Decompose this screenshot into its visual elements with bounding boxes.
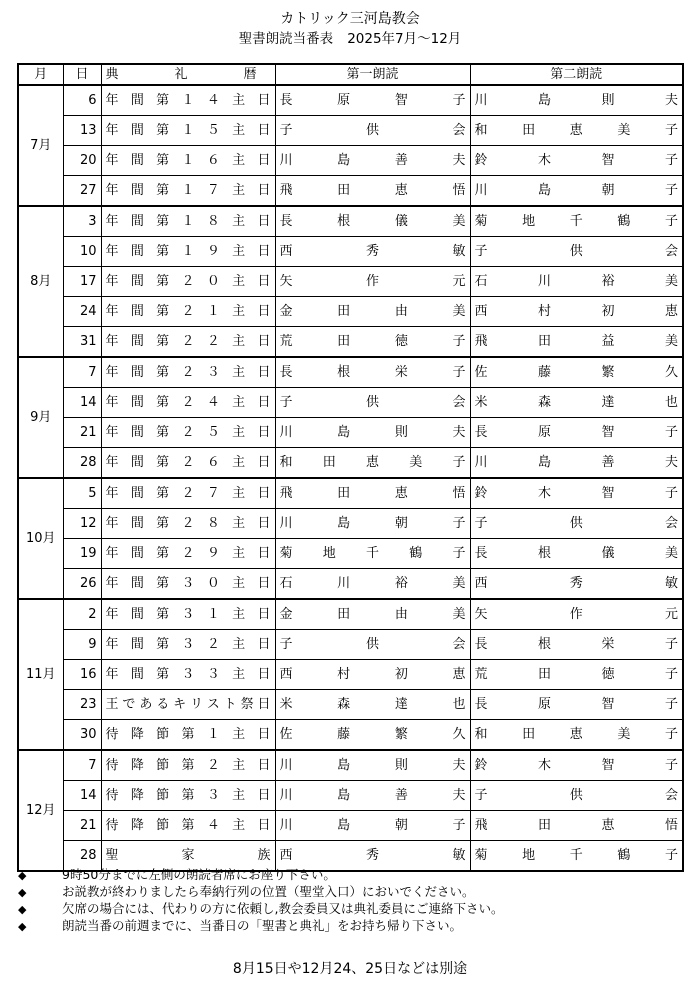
day-cell: 13 <box>63 116 101 146</box>
first-reader-cell: 石川裕美 <box>275 569 470 600</box>
day-cell: 2 <box>63 599 101 630</box>
rite-cell: 年間第１８主日 <box>101 206 275 237</box>
day-header: 日 <box>63 64 101 85</box>
day-cell: 3 <box>63 206 101 237</box>
second-reader-cell: 川島則夫 <box>470 85 683 116</box>
first-reader-cell: 長根儀美 <box>275 206 470 237</box>
table-row <box>18 448 683 479</box>
table-row <box>18 509 683 539</box>
day-cell: 31 <box>63 327 101 358</box>
second-reader-cell: 長原智子 <box>470 690 683 720</box>
second-reader-cell: 鈴木智子 <box>470 750 683 781</box>
table-row <box>18 660 683 690</box>
second-reader-cell: 佐藤繁久 <box>470 357 683 388</box>
table-row <box>18 85 683 116</box>
day-cell: 30 <box>63 720 101 751</box>
first-reader-cell: 長原智子 <box>275 85 470 116</box>
table-row <box>18 327 683 358</box>
day-cell: 7 <box>63 750 101 781</box>
month-cell: 7月 <box>18 85 63 206</box>
table-row <box>18 176 683 207</box>
table-row <box>18 267 683 297</box>
first-reader-cell: 西秀敏 <box>275 841 470 872</box>
day-cell: 14 <box>63 388 101 418</box>
table-row <box>18 206 683 237</box>
day-cell: 20 <box>63 146 101 176</box>
rite-cell: 年間第２８主日 <box>101 509 275 539</box>
note-item <box>18 866 678 883</box>
rite-cell: 年間第２９主日 <box>101 539 275 569</box>
day-cell: 6 <box>63 85 101 116</box>
day-cell: 9 <box>63 630 101 660</box>
table-row <box>18 297 683 327</box>
day-cell: 7 <box>63 357 101 388</box>
first-reader-cell: 米森達也 <box>275 690 470 720</box>
second-reader-cell: 西秀敏 <box>470 569 683 600</box>
first-reading-header: 第一朗読 <box>275 64 470 85</box>
first-reader-cell: 飛田恵悟 <box>275 478 470 509</box>
table-row <box>18 478 683 509</box>
day-cell: 21 <box>63 811 101 841</box>
first-reader-cell: 西村初恵 <box>275 660 470 690</box>
first-reader-cell: 川島則夫 <box>275 418 470 448</box>
first-reader-cell: 長根栄子 <box>275 357 470 388</box>
rite-cell: 年間第３２主日 <box>101 630 275 660</box>
second-reader-cell: 長原智子 <box>470 418 683 448</box>
rite-cell: 年間第１４主日 <box>101 85 275 116</box>
first-reader-cell: 川島朝子 <box>275 811 470 841</box>
rite-cell: 年間第３３主日 <box>101 660 275 690</box>
day-cell: 21 <box>63 418 101 448</box>
note-item <box>18 900 678 917</box>
rite-cell: 年間第２０主日 <box>101 267 275 297</box>
first-reader-cell: 菊地千鶴子 <box>275 539 470 569</box>
second-reader-cell: 荒田徳子 <box>470 660 683 690</box>
day-cell: 28 <box>63 841 101 872</box>
diamond-bullet-icon: ◆ <box>18 869 27 882</box>
table-row <box>18 418 683 448</box>
second-reader-cell: 和田恵美子 <box>470 720 683 751</box>
first-reader-cell: 金田由美 <box>275 297 470 327</box>
footer-note: 8月15日や12月24、25日などは別途 <box>232 961 468 977</box>
second-reader-cell: 子供会 <box>470 509 683 539</box>
page-title: カトリック三河島教会 <box>280 11 420 27</box>
table-row <box>18 237 683 267</box>
note-text: 9時50分までに左側の朗読者席にお座り下さい。 <box>62 867 336 882</box>
schedule-body <box>18 64 683 871</box>
second-reading-header: 第二朗読 <box>470 64 683 85</box>
rite-cell: 聖家族 <box>101 841 275 872</box>
day-cell: 5 <box>63 478 101 509</box>
table-row <box>18 357 683 388</box>
first-reader-cell: 子供会 <box>275 388 470 418</box>
day-cell: 14 <box>63 781 101 811</box>
day-cell: 10 <box>63 237 101 267</box>
second-reader-cell: 和田恵美子 <box>470 116 683 146</box>
rite-cell: 年間第２６主日 <box>101 448 275 479</box>
day-cell: 23 <box>63 690 101 720</box>
month-cell: 12月 <box>18 750 63 871</box>
note-text: お説教が終わりましたら奉納行列の位置（聖堂入口）においでください。 <box>62 884 475 899</box>
rite-cell: 王であるキリスト祭日 <box>101 690 275 720</box>
note-item <box>18 917 678 934</box>
month-header: 月 <box>18 64 63 85</box>
second-reader-cell: 子供会 <box>470 237 683 267</box>
second-reader-cell: 川島善夫 <box>470 448 683 479</box>
first-reader-cell: 西秀敏 <box>275 237 470 267</box>
diamond-bullet-icon: ◆ <box>18 920 27 933</box>
rite-cell: 年間第２２主日 <box>101 327 275 358</box>
day-cell: 12 <box>63 509 101 539</box>
table-row <box>18 539 683 569</box>
header-row <box>18 64 683 85</box>
day-cell: 28 <box>63 448 101 479</box>
day-cell: 19 <box>63 539 101 569</box>
first-reader-cell: 金田由美 <box>275 599 470 630</box>
table-row <box>18 388 683 418</box>
rite-cell: 年間第２１主日 <box>101 297 275 327</box>
notes-list <box>18 866 678 934</box>
second-reader-cell: 西村初恵 <box>470 297 683 327</box>
first-reader-cell: 川島則夫 <box>275 750 470 781</box>
second-reader-cell: 鈴木智子 <box>470 146 683 176</box>
second-reader-cell: 米森達也 <box>470 388 683 418</box>
month-cell: 11月 <box>18 599 63 750</box>
subtitle-text: 聖書朗読当番表 <box>238 31 334 47</box>
table-row <box>18 630 683 660</box>
page-subtitle <box>0 27 700 47</box>
second-reader-cell: 飛田恵悟 <box>470 811 683 841</box>
table-row <box>18 599 683 630</box>
month-cell: 9月 <box>18 357 63 478</box>
first-reader-cell: 荒田徳子 <box>275 327 470 358</box>
rite-cell: 年間第３１主日 <box>101 599 275 630</box>
second-reader-cell: 菊地千鶴子 <box>470 841 683 872</box>
rite-cell: 年間第１７主日 <box>101 176 275 207</box>
table-row <box>18 720 683 751</box>
first-reader-cell: 川島朝子 <box>275 509 470 539</box>
table-row <box>18 116 683 146</box>
rite-cell: 待降節第３主日 <box>101 781 275 811</box>
month-cell: 10月 <box>18 478 63 599</box>
first-reader-cell: 矢作元 <box>275 267 470 297</box>
first-reader-cell: 佐藤繁久 <box>275 720 470 751</box>
second-reader-cell: 川島朝子 <box>470 176 683 207</box>
day-cell: 26 <box>63 569 101 600</box>
table-row <box>18 146 683 176</box>
rite-cell: 年間第１５主日 <box>101 116 275 146</box>
rite-cell: 年間第２４主日 <box>101 388 275 418</box>
rite-cell: 待降節第２主日 <box>101 750 275 781</box>
diamond-bullet-icon: ◆ <box>18 903 27 916</box>
rite-header: 典 礼 暦 <box>101 64 275 85</box>
second-reader-cell: 石川裕美 <box>470 267 683 297</box>
day-cell: 17 <box>63 267 101 297</box>
second-reader-cell: 矢作元 <box>470 599 683 630</box>
note-text: 欠席の場合には、代わりの方に依頼し,教会委員又は典礼委員にご連絡下さい。 <box>62 901 504 916</box>
note-item <box>18 883 678 900</box>
table-row <box>18 569 683 600</box>
first-reader-cell: 子供会 <box>275 630 470 660</box>
second-reader-cell: 菊地千鶴子 <box>470 206 683 237</box>
second-reader-cell: 長根儀美 <box>470 539 683 569</box>
note-text: 朗読当番の前週までに、当番日の「聖書と典礼」をお持ち帰り下さい。 <box>62 918 463 933</box>
month-cell: 8月 <box>18 206 63 357</box>
rite-cell: 年間第１６主日 <box>101 146 275 176</box>
second-reader-cell: 鈴木智子 <box>470 478 683 509</box>
diamond-bullet-icon: ◆ <box>18 886 27 899</box>
rite-cell: 年間第３０主日 <box>101 569 275 600</box>
period-text: 2025年7月〜12月 <box>347 31 462 47</box>
second-reader-cell: 長根栄子 <box>470 630 683 660</box>
table-row <box>18 811 683 841</box>
table-row <box>18 781 683 811</box>
table-row <box>18 750 683 781</box>
first-reader-cell: 川島善夫 <box>275 781 470 811</box>
rite-cell: 年間第２５主日 <box>101 418 275 448</box>
rite-cell: 待降節第１主日 <box>101 720 275 751</box>
first-reader-cell: 飛田恵悟 <box>275 176 470 207</box>
first-reader-cell: 和田恵美子 <box>275 448 470 479</box>
table-row <box>18 690 683 720</box>
rite-cell: 年間第２７主日 <box>101 478 275 509</box>
day-cell: 27 <box>63 176 101 207</box>
rite-cell: 年間第１９主日 <box>101 237 275 267</box>
day-cell: 24 <box>63 297 101 327</box>
schedule-table <box>17 63 684 872</box>
day-cell: 16 <box>63 660 101 690</box>
first-reader-cell: 川島善夫 <box>275 146 470 176</box>
second-reader-cell: 飛田益美 <box>470 327 683 358</box>
first-reader-cell: 子供会 <box>275 116 470 146</box>
rite-cell: 待降節第４主日 <box>101 811 275 841</box>
second-reader-cell: 子供会 <box>470 781 683 811</box>
rite-cell: 年間第２３主日 <box>101 357 275 388</box>
